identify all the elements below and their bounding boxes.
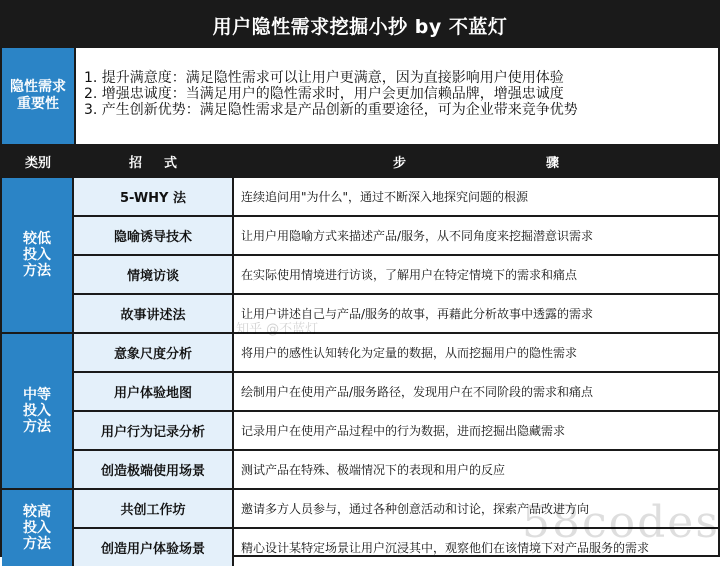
step-cell: 测试产品在特殊、极端情况下的表现和用户的反应 xyxy=(241,463,506,477)
technique-cell: 隐喻诱导技术 xyxy=(74,217,234,254)
importance-section xyxy=(2,48,718,146)
step-cell: 在实际使用情境进行访谈，了解用户在特定情境下的需求和痛点 xyxy=(241,268,578,282)
importance-label-line: 隐性需求 xyxy=(10,79,66,95)
table-header xyxy=(2,146,718,176)
method-group-low xyxy=(2,176,718,332)
group-label-line: 中等 xyxy=(23,387,51,403)
table-row xyxy=(74,215,718,254)
step-cell: 邀请多方人员参与，通过各种创意活动和讨论，探索产品改进方向 xyxy=(241,502,590,516)
technique-cell: 用户体验地图 xyxy=(74,373,234,410)
step-cell: 连续追问用"为什么"，通过不断深入地探究问题的根源 xyxy=(241,190,529,204)
group-label-low xyxy=(2,178,74,332)
technique-cell: 创造极端使用场景 xyxy=(74,451,234,488)
table-row xyxy=(74,410,718,449)
table-row xyxy=(74,254,718,293)
importance-list xyxy=(76,48,718,144)
table-row xyxy=(74,371,718,410)
group-label-high xyxy=(2,490,74,566)
header-category: 类别 xyxy=(24,155,51,171)
importance-label-line: 重要性 xyxy=(17,96,59,112)
group-label-line: 较高 xyxy=(23,504,51,520)
table-row xyxy=(74,178,718,215)
technique-cell: 用户行为记录分析 xyxy=(74,412,234,449)
zhihu-watermark: 知乎 @不蓝灯 xyxy=(236,322,319,337)
technique-cell: 故事讲述法 xyxy=(74,295,234,332)
group-label-line: 较低 xyxy=(23,231,51,247)
group-label-line: 方法 xyxy=(23,419,51,435)
group-label-line: 投入 xyxy=(23,247,51,263)
table-row xyxy=(74,449,718,488)
technique-cell: 共创工作坊 xyxy=(74,490,234,527)
site-watermark: 58codes xyxy=(522,497,720,548)
header-technique: 招式 xyxy=(128,155,199,171)
technique-cell: 意象尺度分析 xyxy=(74,334,234,371)
importance-item: 1. 提升满意度：满足隐性需求可以让用户更满意，因为直接影响用户使用体验 xyxy=(84,70,564,86)
step-cell: 让用户用隐喻方式来描述产品/服务，从不同角度来挖掘潜意识需求 xyxy=(241,229,594,243)
technique-cell: 5-WHY 法 xyxy=(74,178,234,215)
step-cell: 精心设计某特定场景让用户沉浸其中，观察他们在该情境下对产品服务的需求 xyxy=(241,541,650,555)
group-label-line: 方法 xyxy=(23,263,51,279)
importance-label xyxy=(2,48,76,144)
method-group-medium xyxy=(2,332,718,488)
importance-item: 3. 产生创新优势：满足隐性需求是产品创新的重要途径，可为企业带来竞争优势 xyxy=(84,102,578,118)
group-label-line: 方法 xyxy=(23,536,51,552)
page-title: 用户隐性需求挖掘小抄 by 不蓝灯 xyxy=(2,2,718,48)
group-rows xyxy=(74,334,718,488)
importance-item: 2. 增强忠诚度：当满足用户的隐性需求时，用户会更加信赖品牌，增强忠诚度 xyxy=(84,86,564,102)
group-label-line: 投入 xyxy=(23,403,51,419)
group-label-medium xyxy=(2,334,74,488)
technique-cell: 创造用户体验场景 xyxy=(74,529,234,566)
table-row xyxy=(74,293,718,332)
step-cell: 让用户讲述自己与产品/服务的故事，再藉此分析故事中透露的需求 xyxy=(241,307,594,321)
group-rows xyxy=(74,178,718,332)
step-cell: 将用户的感性认知转化为定量的数据，从而挖掘用户的隐性需求 xyxy=(241,346,578,360)
header-steps: 步骤 xyxy=(392,155,699,171)
group-label-line: 投入 xyxy=(23,520,51,536)
table-row xyxy=(74,334,718,371)
technique-cell: 情境访谈 xyxy=(74,256,234,293)
step-cell: 绘制用户在使用产品/服务路径，发现用户在不同阶段的需求和痛点 xyxy=(241,385,594,399)
step-cell: 记录用户在使用产品过程中的行为数据，进而挖掘出隐藏需求 xyxy=(241,424,566,438)
